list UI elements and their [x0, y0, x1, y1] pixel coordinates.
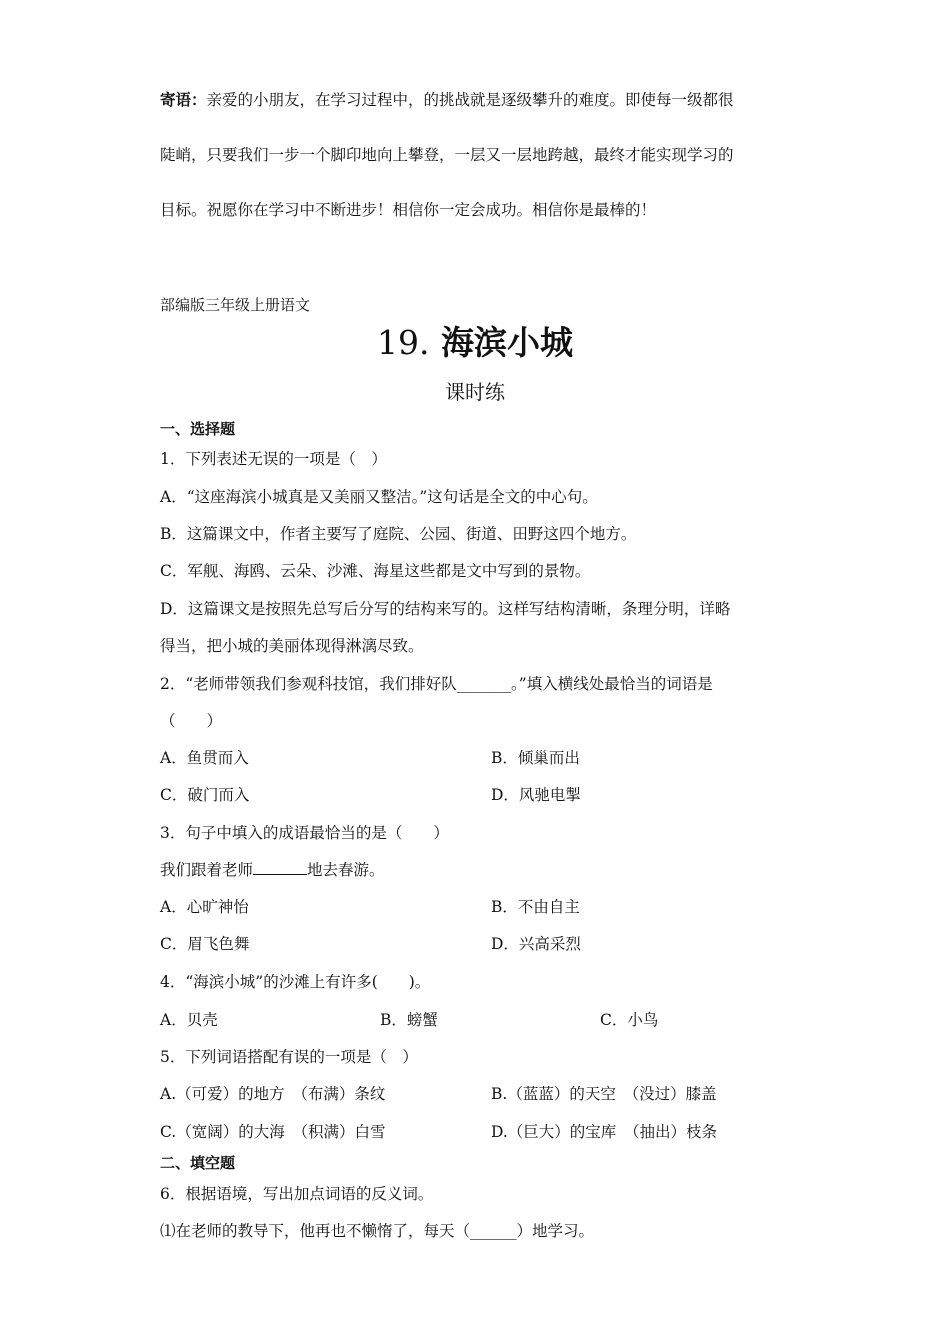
- q1-option-d-line2: 得当，把小城的美丽体现得淋漓尽致。: [160, 637, 424, 655]
- q5-stem: 5．下列词语搭配有误的一项是（ ）: [160, 1048, 418, 1066]
- q2-blank[interactable]: _______: [456, 675, 512, 693]
- q3-blank[interactable]: [253, 860, 307, 875]
- q2-option-b[interactable]: B．倾巢而出: [491, 749, 580, 767]
- q5-option-d[interactable]: D.（巨大）的宝库 （抽出）枝条: [491, 1123, 718, 1141]
- q3-stem: 3．句子中填入的成语最恰当的是（ ）: [160, 824, 449, 842]
- intro-line-3: 目标。祝愿你在学习中不断进步！相信你一定会成功。相信你是最棒的！: [160, 201, 657, 219]
- q2-answer-paren[interactable]: （ ）: [160, 712, 223, 730]
- q4-option-a[interactable]: A．贝壳: [160, 1011, 218, 1029]
- intro-line-2: 陡峭，只要我们一步一个脚印地向上攀登，一层又一层地跨越，最终才能实现学习的: [160, 146, 734, 164]
- q4-option-c[interactable]: C．小鸟: [600, 1011, 659, 1029]
- q3-option-a[interactable]: A．心旷神怡: [160, 898, 249, 916]
- q6-item-1: ⑴在老师的教导下，他再也不懒惰了，每天（______）地学习。: [160, 1222, 595, 1240]
- q4-option-b[interactable]: B．螃蟹: [380, 1011, 438, 1029]
- q3-option-b[interactable]: B．不由自主: [491, 898, 580, 916]
- q5-option-a[interactable]: A.（可爱）的地方 （布满）条纹: [160, 1085, 386, 1103]
- page-subtitle: 课时练: [445, 380, 505, 404]
- section-fill-heading: 二、填空题: [160, 1154, 236, 1172]
- q6-item-1-blank[interactable]: ______: [470, 1222, 517, 1240]
- q1-option-d-line1[interactable]: D．这篇课文是按照先总写后分写的结构来写的。这样写结构清晰，条理分明，详略: [160, 600, 731, 618]
- q1-option-b[interactable]: B．这篇课文中，作者主要写了庭院、公园、街道、田野这四个地方。: [160, 525, 637, 543]
- intro-line-1: 寄语：亲爱的小朋友，在学习过程中，的挑战就是逐级攀升的难度。即使每一级都很: [160, 90, 734, 109]
- q5-option-c[interactable]: C.（宽阔）的大海 （积满）白雪: [160, 1123, 386, 1141]
- page-title: 19. 海滨小城: [377, 323, 573, 362]
- q1-stem: 1．下列表述无误的一项是（ ）: [160, 450, 387, 468]
- q2-option-d[interactable]: D．风驰电掣: [491, 786, 581, 804]
- q2-option-a[interactable]: A．鱼贯而入: [160, 749, 249, 767]
- intro-label: 寄语：: [160, 90, 207, 109]
- section-choice-heading: 一、选择题: [160, 420, 236, 438]
- q1-option-a[interactable]: A．“这座海滨小城真是又美丽又整洁。”这句话是全文的中心句。: [160, 488, 598, 506]
- q3-option-d[interactable]: D．兴高采烈: [491, 935, 581, 953]
- q5-option-b[interactable]: B.（蓝蓝）的天空 （没过）膝盖: [491, 1085, 717, 1103]
- q4-stem: 4．“海滨小城”的沙滩上有许多( )。: [160, 973, 431, 991]
- subject-label: 部编版三年级上册语文: [160, 296, 311, 314]
- q3-sentence: 我们跟着老师 地去春游。: [160, 861, 385, 879]
- q2-stem: 2．“老师带领我们参观科技馆，我们排好队_______。”填入横线处最恰当的词语是: [160, 675, 713, 693]
- q1-option-c[interactable]: C．军舰、海鸥、云朵、沙滩、海星这些都是文中写到的景物。: [160, 562, 591, 580]
- q6-stem: 6．根据语境，写出加点词语的反义词。: [160, 1185, 434, 1203]
- q3-option-c[interactable]: C．眉飞色舞: [160, 935, 250, 953]
- q2-option-c[interactable]: C．破门而入: [160, 786, 250, 804]
